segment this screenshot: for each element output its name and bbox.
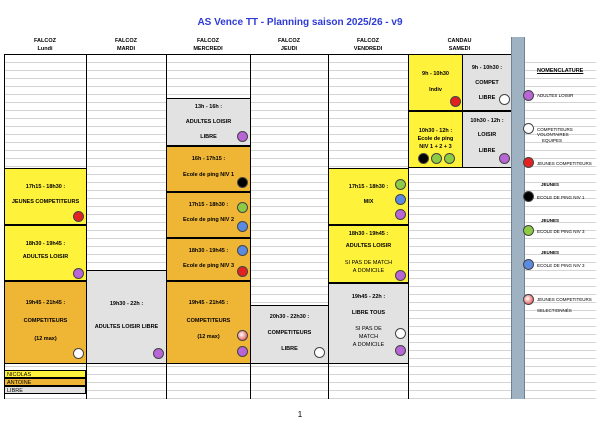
grid-row-line xyxy=(4,398,596,399)
session-samedi-ecole: 10h30 - 12h : Ecole de ping NIV 1 + 2 + 3 xyxy=(408,111,463,168)
legend-jeunes-selectionnes-icon xyxy=(523,294,534,305)
session-mercredi-ecole-niv1: 16h - 17h15 : Ecole de ping NIV 1 xyxy=(166,146,251,192)
adultes-loisir-dot-icon xyxy=(395,209,406,220)
session-mercredi-ecole-niv2: 17h15 - 18h30 : Ecole de ping NIV 2 xyxy=(166,192,251,238)
header-mardi: FALCOZ MARDI xyxy=(86,37,166,55)
header-samedi: CANDAU SAMEDI xyxy=(408,37,511,55)
legend-ecole-niv1-icon xyxy=(523,191,534,202)
ecole-ping-niv2-dot-icon xyxy=(395,179,406,190)
grid-row-line xyxy=(4,366,596,367)
session-vendredi-adultes-loisir: 18h30 - 19h45 : ADULTES LOISIR SI PAS DE MATCH A DOMICILE xyxy=(328,225,409,283)
ecole-ping-niv1-dot-icon xyxy=(237,177,248,188)
grid-row-line xyxy=(4,246,596,247)
session-samedi-indiv: 9h - 10h30 Indiv xyxy=(408,54,463,111)
session-samedi-compet: 9h - 10h30 : COMPET LIBRE xyxy=(462,54,512,111)
session-mercredi-ecole-niv3: 18h30 - 19h45 : Ecole de ping NIV 3 xyxy=(166,238,251,281)
competiteurs-dot-icon xyxy=(73,348,84,359)
session-jeudi-competiteurs: 20h30 - 22h30 : COMPETITEURS LIBRE xyxy=(250,305,329,364)
planning-sheet: FALCOZ Lundi FALCOZ MARDI FALCOZ MERCREDI FALCOZ JEUDI FALCOZ VENDREDI CANDAU SAMEDI 17h15 - 18h30 : JEUNES COMPETITEURS 18h30 - 19h45 : ADULTES LOISIR 19h45 - 21h45 : COMPETITEURS (12 max) 19h30 - 22h : ADULTES LOISIR LIBRE 13h - 16h : ADULTES LOISIR LIBRE 16h - 17h15 : Ecole de ping NIV 1 17h15 - 18h30 : Ecole de ping NIV 2 18h30 - 19h45 : Ecole de ping NIV 3 19h45 - 21h45 : COMPETITEURS (12 max) 20h30 - 22h30 : COMPETITEURS LIBRE 17h15 - 18h30 : MIX 18h30 - 19h45 : ADULTES LOISIR SI PAS DE MATCH A DOMICILE 19h45 - 22h : LIBRE TOUS SI PAS DE MATCH A DOMICILE 9h - 10h30 Indiv 9h - 10h30 : COMPET LIBRE 10h30 - 12h : Ecole de ping NIV 1 + 2 + 3 10h30 - 12h : LOISIR LIBRE NOMENCLATURE ADULTES LOISIR COMPETITEURS VOLONTAIRES EQUIPES JEUNES COMPETITEURS JEUNES ECOLE DE PING NIV 1 JEUNES ECOLE DE PING NIV 3 JEUNES ECOLE DE PING NIV 3 JEUNES COMPETITEURS SELECTIONNÉS NICOLAS ANTOINE LIBRE xyxy=(4,37,596,399)
session-samedi-loisir: 10h30 - 12h : LOISIR LIBRE xyxy=(462,111,512,168)
session-vendredi-libre-tous: 19h45 - 22h : LIBRE TOUS SI PAS DE MATCH A DOMICILE xyxy=(328,283,409,364)
grid-row-line xyxy=(4,206,596,207)
page-number: 1 xyxy=(297,410,303,419)
session-lundi-jeunes-competiteurs: 17h15 - 18h30 : JEUNES COMPETITEURS xyxy=(4,168,87,225)
legend-ecole-niv2-icon xyxy=(523,225,534,236)
grid-row-line xyxy=(4,214,596,215)
jeunes-competiteurs-dot-icon xyxy=(237,266,248,277)
header-mercredi: FALCOZ MERCREDI xyxy=(166,37,250,55)
footer-row-nicolas: NICOLAS xyxy=(4,370,86,378)
header-lundi: FALCOZ Lundi xyxy=(4,37,86,55)
adultes-loisir-dot-icon xyxy=(395,270,406,281)
legend-ecole-niv3-icon xyxy=(523,259,534,270)
session-vendredi-mix: 17h15 - 18h30 : MIX xyxy=(328,168,409,225)
session-mardi-adultes-loisir-libre: 19h30 - 22h : ADULTES LOISIR LIBRE xyxy=(86,270,167,364)
adultes-loisir-dot-icon xyxy=(395,345,406,356)
grid-row-line xyxy=(4,182,596,183)
ecole-ping-niv3-dot-icon xyxy=(444,153,455,164)
session-lundi-adultes-loisir: 18h30 - 19h45 : ADULTES LOISIR xyxy=(4,225,87,281)
header-vendredi: FALCOZ VENDREDI xyxy=(328,37,408,55)
header-jeudi: FALCOZ JEUDI xyxy=(250,37,328,55)
ecole-ping-niv3-dot-icon xyxy=(237,245,248,256)
ecole-ping-niv2-dot-icon xyxy=(237,202,248,213)
session-mercredi-competiteurs: 19h45 - 21h45 : COMPETITEURS (12 max) xyxy=(166,281,251,364)
competiteurs-dot-icon xyxy=(499,94,510,105)
ecole-ping-niv3-dot-icon xyxy=(237,221,248,232)
vertical-scrollbar[interactable] xyxy=(511,37,525,399)
page-title: AS Vence TT - Planning saison 2025/26 - v9 xyxy=(197,17,403,28)
session-lundi-competiteurs: 19h45 - 21h45 : COMPETITEURS (12 max) xyxy=(4,281,87,364)
jeunes-competiteurs-dot-icon xyxy=(73,211,84,222)
adultes-loisir-dot-icon xyxy=(499,153,510,164)
ecole-ping-niv1-dot-icon xyxy=(418,153,429,164)
legend-adultes-loisir-icon xyxy=(523,90,534,101)
legend-jeunes-competiteurs-icon xyxy=(523,157,534,168)
competiteurs-dot-icon xyxy=(314,347,325,358)
jeunes-selectionnes-dot-icon xyxy=(237,330,248,341)
adultes-loisir-dot-icon xyxy=(73,268,84,279)
footer-row-antoine: ANTOINE xyxy=(4,378,86,386)
competiteurs-dot-icon xyxy=(395,328,406,339)
legend-competiteurs-icon xyxy=(523,123,534,134)
grid-row-line xyxy=(4,238,596,239)
grid-row-line xyxy=(4,262,596,263)
jeunes-competiteurs-dot-icon xyxy=(450,96,461,107)
ecole-ping-niv3-dot-icon xyxy=(395,194,406,205)
grid-row-line xyxy=(4,390,596,391)
grid-row-line xyxy=(4,382,596,383)
grid-row-line xyxy=(4,254,596,255)
adultes-loisir-dot-icon xyxy=(153,348,164,359)
legend-title: NOMENCLATURE xyxy=(537,68,584,74)
footer-row-libre: LIBRE xyxy=(4,386,86,394)
ecole-ping-niv2-dot-icon xyxy=(431,153,442,164)
session-mercredi-adultes-loisir: 13h - 16h : ADULTES LOISIR LIBRE xyxy=(166,98,251,146)
grid-row-line xyxy=(4,174,596,175)
grid-row-line xyxy=(4,374,596,375)
grid-row-line xyxy=(4,198,596,199)
grid-row-line xyxy=(4,222,596,223)
grid-row-line xyxy=(4,190,596,191)
adultes-loisir-dot-icon xyxy=(237,131,248,142)
grid-row-line xyxy=(4,230,596,231)
adultes-loisir-dot-icon xyxy=(237,346,248,357)
